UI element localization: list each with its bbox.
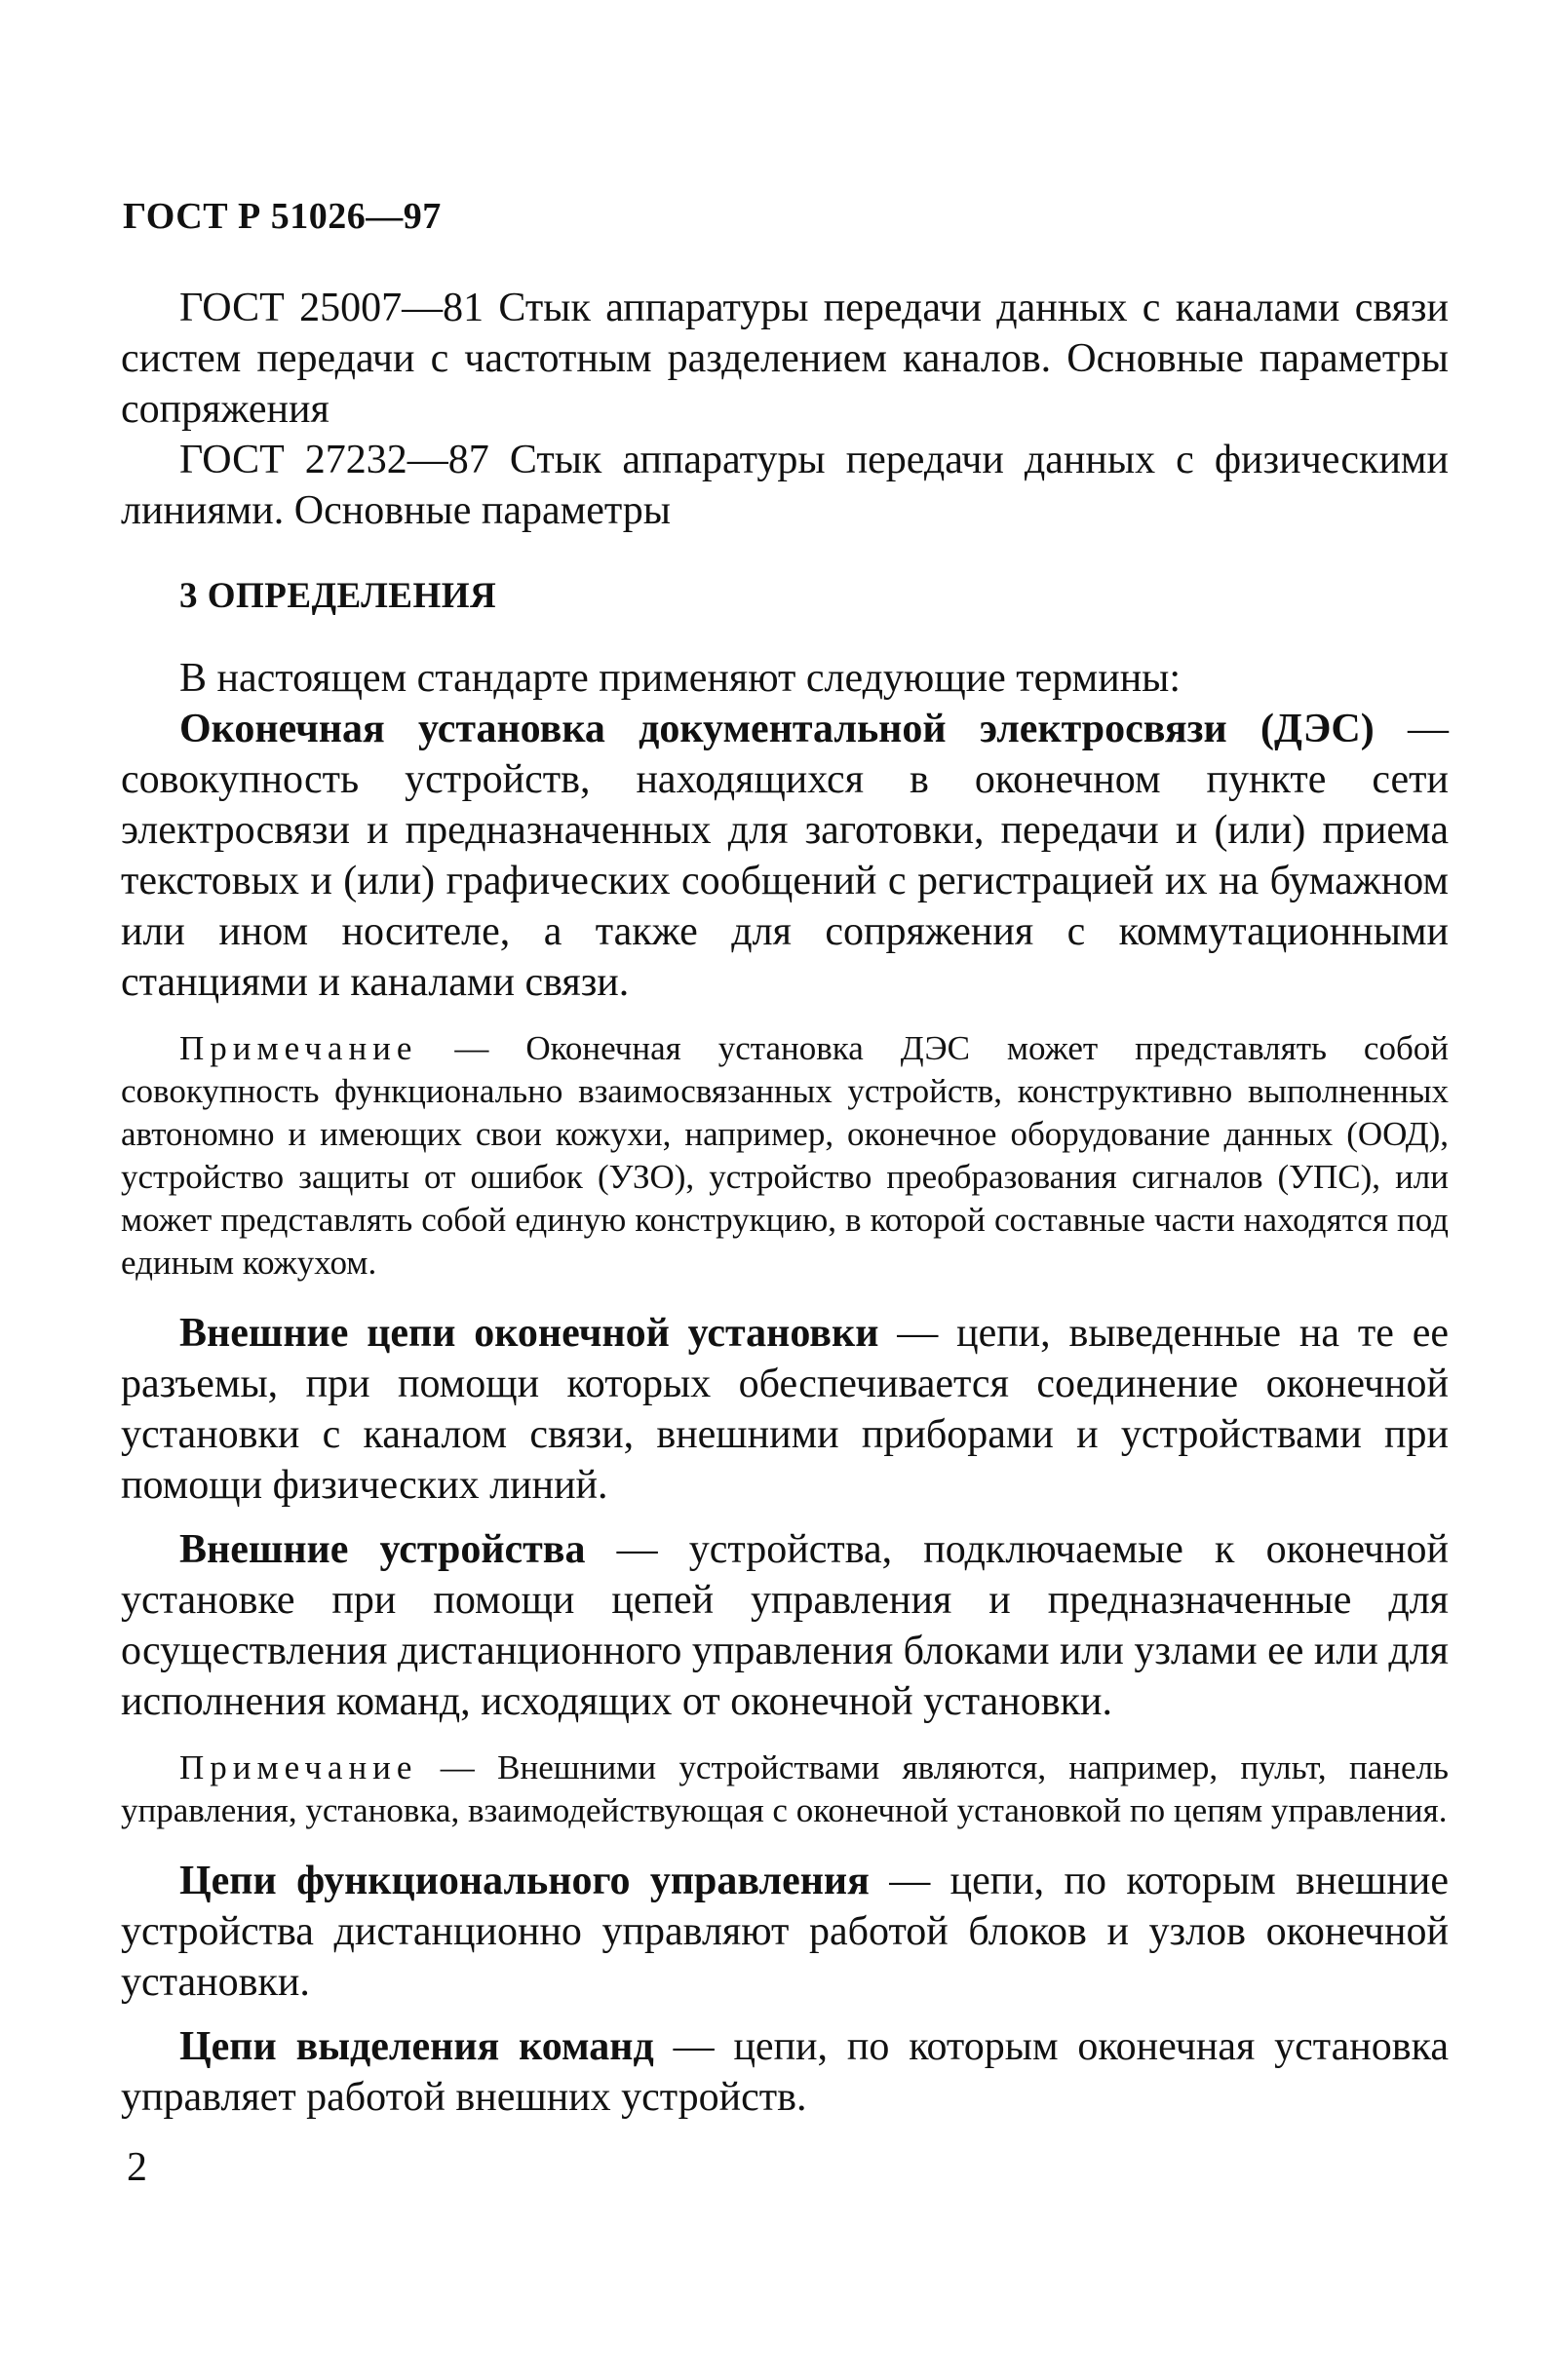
normative-references bbox=[121, 283, 1449, 536]
definition-text: — цепи, по которым оконечная установка управляет работой внешних устройств. bbox=[121, 2024, 1450, 2120]
definition-text: — устройства, подключаемые к оконечной установке при помощи цепей управления и предназначенные для осуществления дистанционного управления блоками или узлами ее или для исполнения команд, исходящих от оконечной установки. bbox=[121, 1527, 1449, 1724]
definition-item bbox=[121, 704, 1449, 1008]
section-intro: В настоящем стандарте применяют следующие термины: bbox=[179, 656, 1182, 701]
definition-text: — цепи, по которым внешние устройства дистанционно управляют работой блоков и узлов оконечной установки. bbox=[121, 1859, 1449, 2005]
page-number: 2 bbox=[127, 2145, 147, 2190]
definition-text: — цепи, выведенные на те ее разъемы, при помощи которых обеспечивается соединение оконечной установки с каналом связи, внешними приборами и устройствами при помощи физических линий. bbox=[121, 1311, 1449, 1508]
definition-term: Внешние устройства bbox=[179, 1527, 586, 1572]
note-text: — Внешними устройствами являются, например, пульт, панель управления, установка, взаимодействующая с оконечной установкой по цепям управления. bbox=[121, 1748, 1449, 1829]
reference-item: ГОСТ 25007—81 Стык аппаратуры передачи данных с каналами связи систем передачи с частотным разделением каналов. Основные параметры сопряжения bbox=[121, 286, 1449, 432]
standard-code-header: ГОСТ Р 51026—97 bbox=[123, 196, 442, 237]
note-label: Примечание bbox=[179, 1029, 418, 1067]
section-heading: 3 ОПРЕДЕЛЕНИЯ bbox=[179, 576, 497, 616]
note bbox=[121, 1027, 1449, 1285]
definition-text: — совокупность устройств, находящихся в оконечном пункте сети электросвязи и предназначенных для заготовки, передачи и (или) приема текстовых и (или) графических сообщений с регистрацией их на бумажном или ином носителе, а также для сопряжения с коммутационными станциями и каналами связи. bbox=[121, 707, 1450, 1005]
reference-item: ГОСТ 27232—87 Стык аппаратуры передачи данных с физическими линиями. Основные параметры bbox=[121, 438, 1449, 533]
definition-term: Цепи выделения команд bbox=[179, 2024, 654, 2069]
definition-item bbox=[121, 2021, 1449, 2123]
definition-item bbox=[121, 1308, 1449, 1511]
note-label: Примечание bbox=[179, 1748, 418, 1786]
note bbox=[121, 1747, 1449, 1832]
definition-item bbox=[121, 1524, 1449, 1727]
definition-term: Цепи функционального управления bbox=[179, 1859, 870, 1903]
definitions-section bbox=[121, 653, 1449, 2136]
definition-term: Внешние цепи оконечной установки bbox=[179, 1311, 879, 1356]
note-text: — Оконечная установка ДЭС может представлять собой совокупность функционально взаимосвязанных устройств, конструктивно выполненных автономно и имеющих свои кожухи, например, оконечное оборудование данных (ООД), устройство защиты от ошибок (УЗО), устройство преобразования сигналов (УПС), или может представлять собой единую конструкцию, в которой составные части находятся под единым кожухом. bbox=[121, 1029, 1449, 1282]
definition-term: Оконечная установка документальной электросвязи (ДЭС) bbox=[179, 707, 1375, 751]
definition-item bbox=[121, 1856, 1449, 2008]
